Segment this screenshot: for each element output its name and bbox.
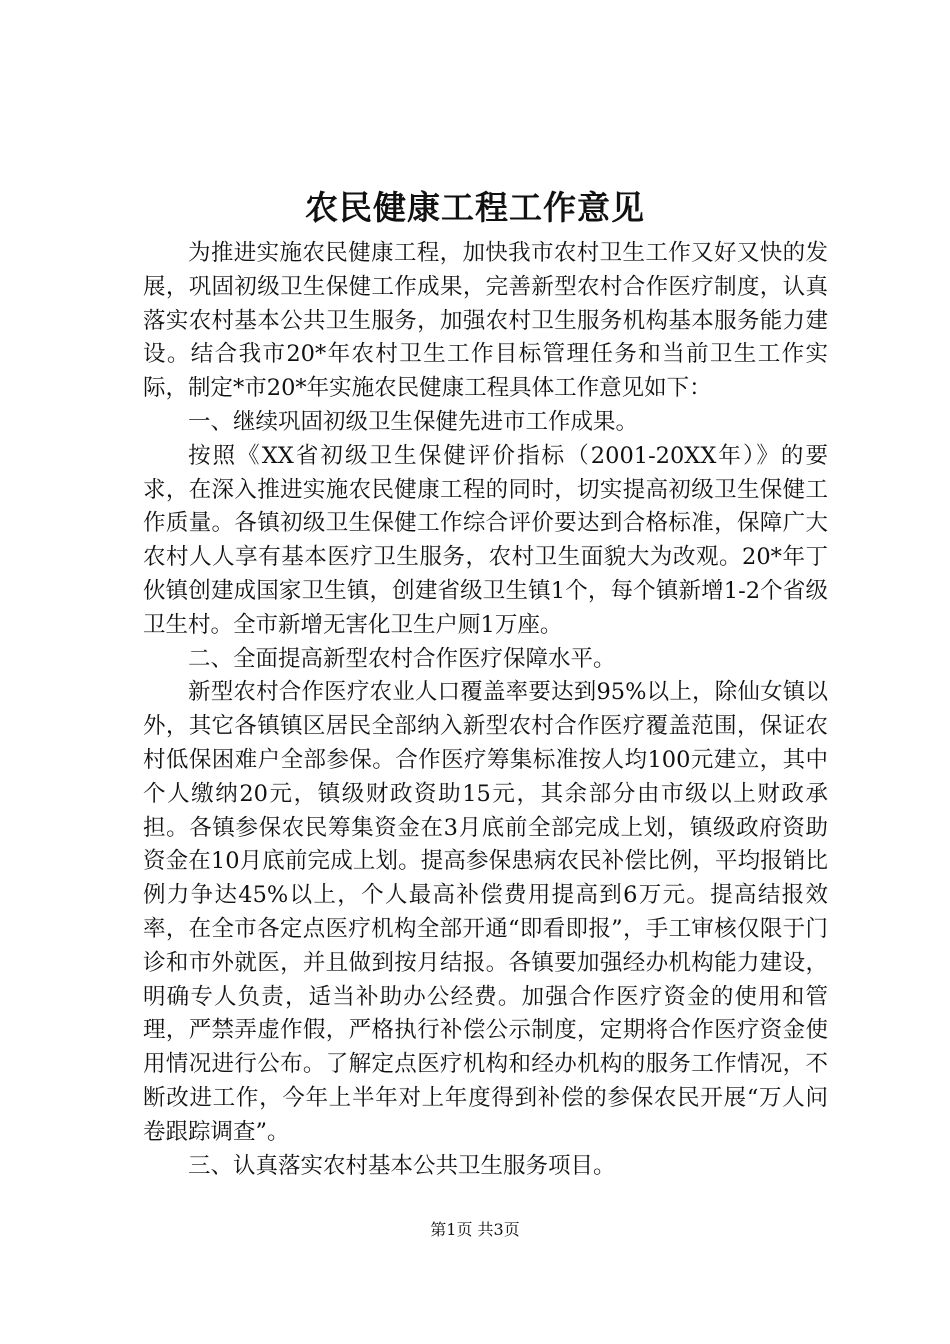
section-1-paragraph: 按照《XX省初级卫生保健评价指标（2001-20XX年）》的要求，在深入推进实施农民健康工程的同时，切实提高初级卫生保健工作质量。各镇初级卫生保健工作综合评价要达到合格标准，保障广大农村人人享有基本医疗卫生服务，农村卫生面貌大为改观。20*年丁伙镇创建成国家卫生镇，创建省级卫生镇1个，每个镇新增1-2个省级卫生村。全市新增无害化卫生户厕1万座。: [143, 442, 828, 638]
intro-paragraph: 为推进实施农民健康工程，加快我市农村卫生工作又好又快的发展，巩固初级卫生保健工作成果，完善新型农村合作医疗制度，认真落实农村基本公共卫生服务，加强农村卫生服务机构基本服务能力建设。结合我市20*年农村卫生工作目标管理任务和当前卫生工作实际，制定*市20*年实施农民健康工程具体工作意见如下：: [143, 240, 828, 402]
section-heading-2: 二、全面提高新型农村合作医疗保障水平。: [188, 645, 616, 672]
section-2-paragraph: 新型农村合作医疗农业人口覆盖率要达到95%以上，除仙女镇以外，其它各镇镇区居民全部纳入新型农村合作医疗覆盖范围，保证农村低保困难户全部参保。合作医疗筹集标准按人均100元建立，其中个人缴纳20元，镇级财政资助15元，其余部分由市级以上财政承担。各镇参保农民筹集资金在3月底前全部完成上划，镇级政府资助资金在10月底前完成上划。提高参保患病农民补偿比例，平均报销比例力争达45%以上，个人最高补偿费用提高到6万元。提高结报效率，在全市各定点医疗机构全部开通“即看即报”，手工审核仅限于门诊和市外就医，并且做到按月结报。各镇要加强经办机构能力建设，明确专人负责，适当补助办公经费。加强合作医疗资金的使用和管理，严禁弄虚作假，严格执行补偿公示制度，定期将合作医疗资金使用情况进行公布。了解定点医疗机构和经办机构的服务工作情况，不断改进工作，今年上半年对上年度得到补偿的参保农民开展“万人问卷跟踪调查”。: [143, 679, 828, 1145]
document-body: [143, 237, 828, 1183]
section-heading-1: 一、继续巩固初级卫生保健先进市工作成果。: [188, 408, 639, 435]
page-footer: 第1页 共3页: [430, 1220, 520, 1239]
section-heading-3: 三、认真落实农村基本公共卫生服务项目。: [188, 1152, 616, 1179]
document-title: 农民健康工程工作意见: [305, 188, 645, 227]
